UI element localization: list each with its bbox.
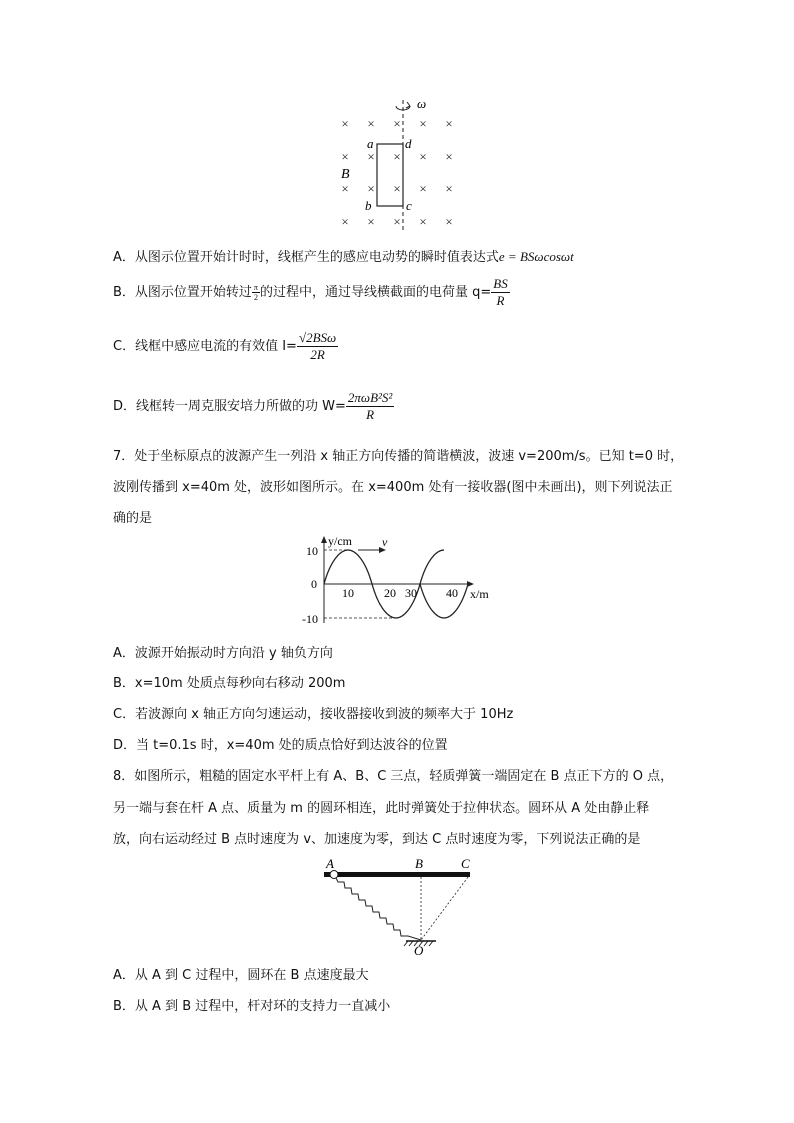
q7-option-a: A．波源开始振动时方向沿 y 轴负方向	[113, 646, 333, 661]
q7-line-2: 波刚传播到 x=40m 处，波形如图所示。在 x=400m 处有一接收器(图中未画出)，则下列说法正	[113, 480, 673, 495]
field-cross: ×	[419, 149, 427, 164]
label-b: b	[365, 198, 372, 213]
x-axis-label: x/m	[470, 587, 489, 601]
field-cross: ×	[367, 116, 375, 131]
ring	[330, 871, 338, 879]
omega-label: ω	[417, 96, 427, 111]
field-cross: ×	[393, 214, 401, 229]
spring	[336, 878, 421, 940]
label-B: B	[415, 856, 423, 871]
horizontal-rod	[324, 872, 470, 877]
wave-figure	[300, 533, 500, 628]
y-tick-0: 0	[311, 577, 317, 591]
q8-option-a: A．从 A 到 C 过程中，圆环在 B 点速度最大	[113, 968, 369, 983]
field-cross: ×	[367, 149, 375, 164]
label-c: c	[406, 198, 412, 213]
rod-spring-figure	[318, 855, 478, 957]
q6-option-d-fraction: $\frac{\text{2πωB²S²}}{R}$	[347, 390, 393, 422]
field-cross: ×	[445, 149, 453, 164]
field-cross: ×	[445, 214, 453, 229]
field-cross: ×	[445, 181, 453, 196]
q6-option-d	[113, 390, 394, 423]
label-B: B	[341, 167, 350, 182]
field-cross: ×	[367, 214, 375, 229]
x-tick-10: 10	[342, 586, 354, 600]
q6-option-b-mid: 的过程中，通过导线横截面的电荷量 q=	[259, 285, 492, 300]
q6-option-d-text: D．线框转一周克服安培力所做的功 W=	[113, 399, 346, 414]
q7-option-d: D．当 t=0.1s 时，x=40m 处的质点恰好到达波谷的位置	[113, 738, 448, 753]
magnetic-field-figure	[330, 92, 470, 232]
q7-option-b: B．x=10m 处质点每秒向右移动 200m	[113, 676, 346, 691]
x-tick-30: 30	[405, 586, 417, 600]
q8-line-3: 放，向右运动经过 B 点时速度为 v、加速度为零，到达 C 点时速度为零，下列说法正确的是	[113, 832, 641, 847]
field-cross: ×	[419, 181, 427, 196]
label-O: O	[414, 943, 424, 957]
field-cross: ×	[419, 214, 427, 229]
q6-option-b	[113, 276, 510, 309]
q6-option-a-formula: e = BSωcosωt	[498, 249, 574, 264]
q8-line-2: 另一端与套在杆 A 点、质量为 m 的圆环相连，此时弹簧处于拉伸状态。圆环从 A 处由静止释	[113, 801, 650, 816]
field-cross: ×	[393, 181, 401, 196]
field-cross: ×	[367, 181, 375, 196]
x-tick-20: 20	[384, 586, 396, 600]
field-cross: ×	[341, 149, 349, 164]
field-cross: ×	[341, 214, 349, 229]
q6-option-b-fraction: $\frac{BS}{R}$	[493, 276, 508, 308]
field-cross: ×	[341, 116, 349, 131]
y-tick-10: 10	[306, 544, 318, 558]
q6-option-c	[113, 330, 338, 363]
q8-line-1: 8．如图所示，粗糙的固定水平杆上有 A、B、C 三点，轻质弹簧一端固定在 B 点正下方的 O 点，	[113, 769, 674, 784]
velocity-label: v	[382, 535, 388, 549]
field-cross: ×	[445, 116, 453, 131]
q6-option-b-text: B．从图示位置开始转过	[113, 285, 252, 300]
label-a: a	[367, 136, 374, 151]
q6-option-b-angle: $\frac{\pi}{2}$	[253, 283, 258, 302]
label-d: d	[405, 136, 412, 151]
q6-option-c-text: C．线框中感应电流的有效值 I=	[113, 339, 297, 354]
field-cross: ×	[393, 149, 401, 164]
q7-line-3: 确的是	[113, 511, 153, 526]
q7-option-c: C．若波源向 x 轴正方向匀速运动，接收器接收到波的频率大于 10Hz	[113, 707, 514, 722]
q6-option-c-fraction: $\frac{\text{√2BSω}}{2R}$	[298, 330, 337, 362]
field-cross: ×	[393, 116, 401, 131]
x-tick-40: 40	[446, 586, 458, 600]
y-axis-label: y/cm	[328, 534, 352, 548]
q6-option-a	[113, 248, 574, 267]
q8-option-b: B．从 A 到 B 过程中，杆对环的支持力一直减小	[113, 999, 391, 1014]
field-cross: ×	[341, 181, 349, 196]
field-cross: ×	[419, 116, 427, 131]
y-tick-neg10: -10	[302, 612, 318, 626]
q7-line-1: 7．处于坐标原点的波源产生一列沿 x 轴正方向传播的简谐横波，波速 v=200m/s。已知 t=0 时，	[113, 449, 684, 464]
q6-option-a-text: A．从图示位置开始计时时，线框产生的感应电动势的瞬时值表达式	[113, 250, 499, 265]
label-C: C	[461, 856, 470, 871]
label-A: A	[326, 856, 334, 871]
